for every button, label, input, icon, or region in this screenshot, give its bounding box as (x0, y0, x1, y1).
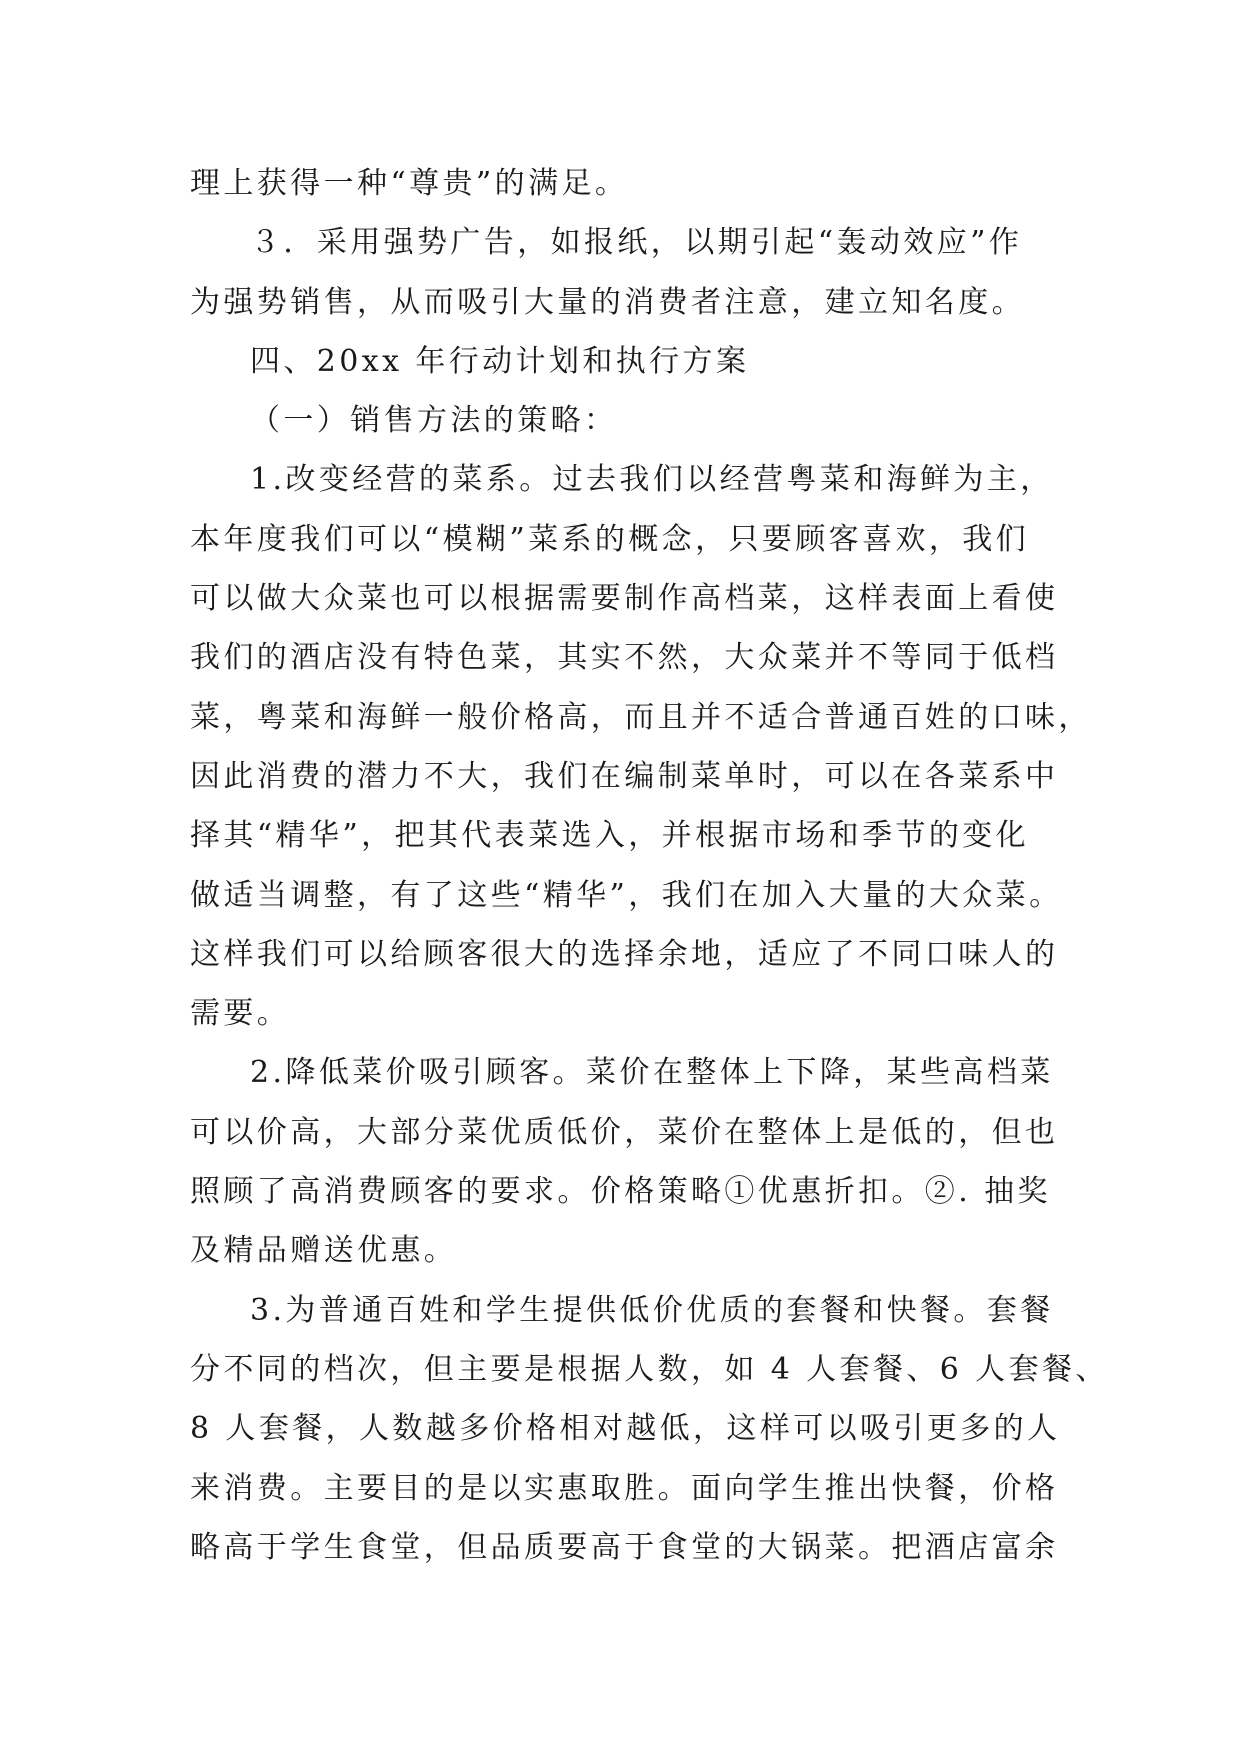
text-line: 本年度我们可以“模糊”菜系的概念，只要顾客喜欢，我们 (190, 521, 1030, 557)
text-line: 这样我们可以给顾客很大的选择余地，适应了不同口味人的 (190, 936, 1059, 972)
text-line: 及精品赠送优惠。 (190, 1233, 458, 1269)
text-line: 需要。 (190, 996, 291, 1032)
text-line: 因此消费的潜力不大，我们在编制菜单时，可以在各菜系中 (190, 758, 1059, 794)
text-line: 2.降低菜价吸引顾客。菜价在整体上下降，某些高档菜 (250, 1055, 1054, 1091)
text-line: 分不同的档次，但主要是根据人数，如 4 人套餐、6 人套餐、 (190, 1351, 1109, 1387)
document-body (190, 154, 1109, 1577)
text-line: 略高于学生食堂，但品质要高于食堂的大锅菜。把酒店富余 (190, 1529, 1059, 1565)
text-line: （一）销售方法的策略： (250, 403, 618, 439)
text-line: 8 人套餐，人数越多价格相对越低，这样可以吸引更多的人 (190, 1411, 1061, 1447)
text-line: 为强势销售，从而吸引大量的消费者注意，建立知名度。 (190, 284, 1025, 320)
text-line: 来消费。主要目的是以实惠取胜。面向学生推出快餐，价格 (190, 1470, 1059, 1506)
text-line: 择其“精华”，把其代表菜选入，并根据市场和季节的变化 (190, 818, 1030, 854)
text-line: 可以做大众菜也可以根据需要制作高档菜，这样表面上看使 (190, 581, 1059, 617)
text-line: 四、20xx 年行动计划和执行方案 (250, 343, 750, 379)
text-line: 可以价高，大部分菜优质低价，菜价在整体上是低的，但也 (190, 1114, 1059, 1150)
text-line: 菜，粤菜和海鲜一般价格高，而且并不适合普通百姓的口味， (190, 699, 1092, 735)
text-line: 1.改变经营的菜系。过去我们以经营粤菜和海鲜为主， (250, 462, 1054, 498)
text-line: 3.为普通百姓和学生提供低价优质的套餐和快餐。套餐 (250, 1292, 1054, 1328)
text-line: 理上获得一种“尊贵”的满足。 (190, 166, 629, 201)
text-line: 做适当调整，有了这些“精华”，我们在加入大量的大众菜。 (190, 877, 1063, 913)
text-line: 照顾了高消费顾客的要求。价格策略①优惠折扣。②. 抽奖 (190, 1174, 1051, 1210)
text-line: 我们的酒店没有特色菜，其实不然，大众菜并不等同于低档 (190, 640, 1059, 676)
text-line: ３．采用强势广告，如报纸，以期引起“轰动效应”作 (250, 225, 1023, 261)
